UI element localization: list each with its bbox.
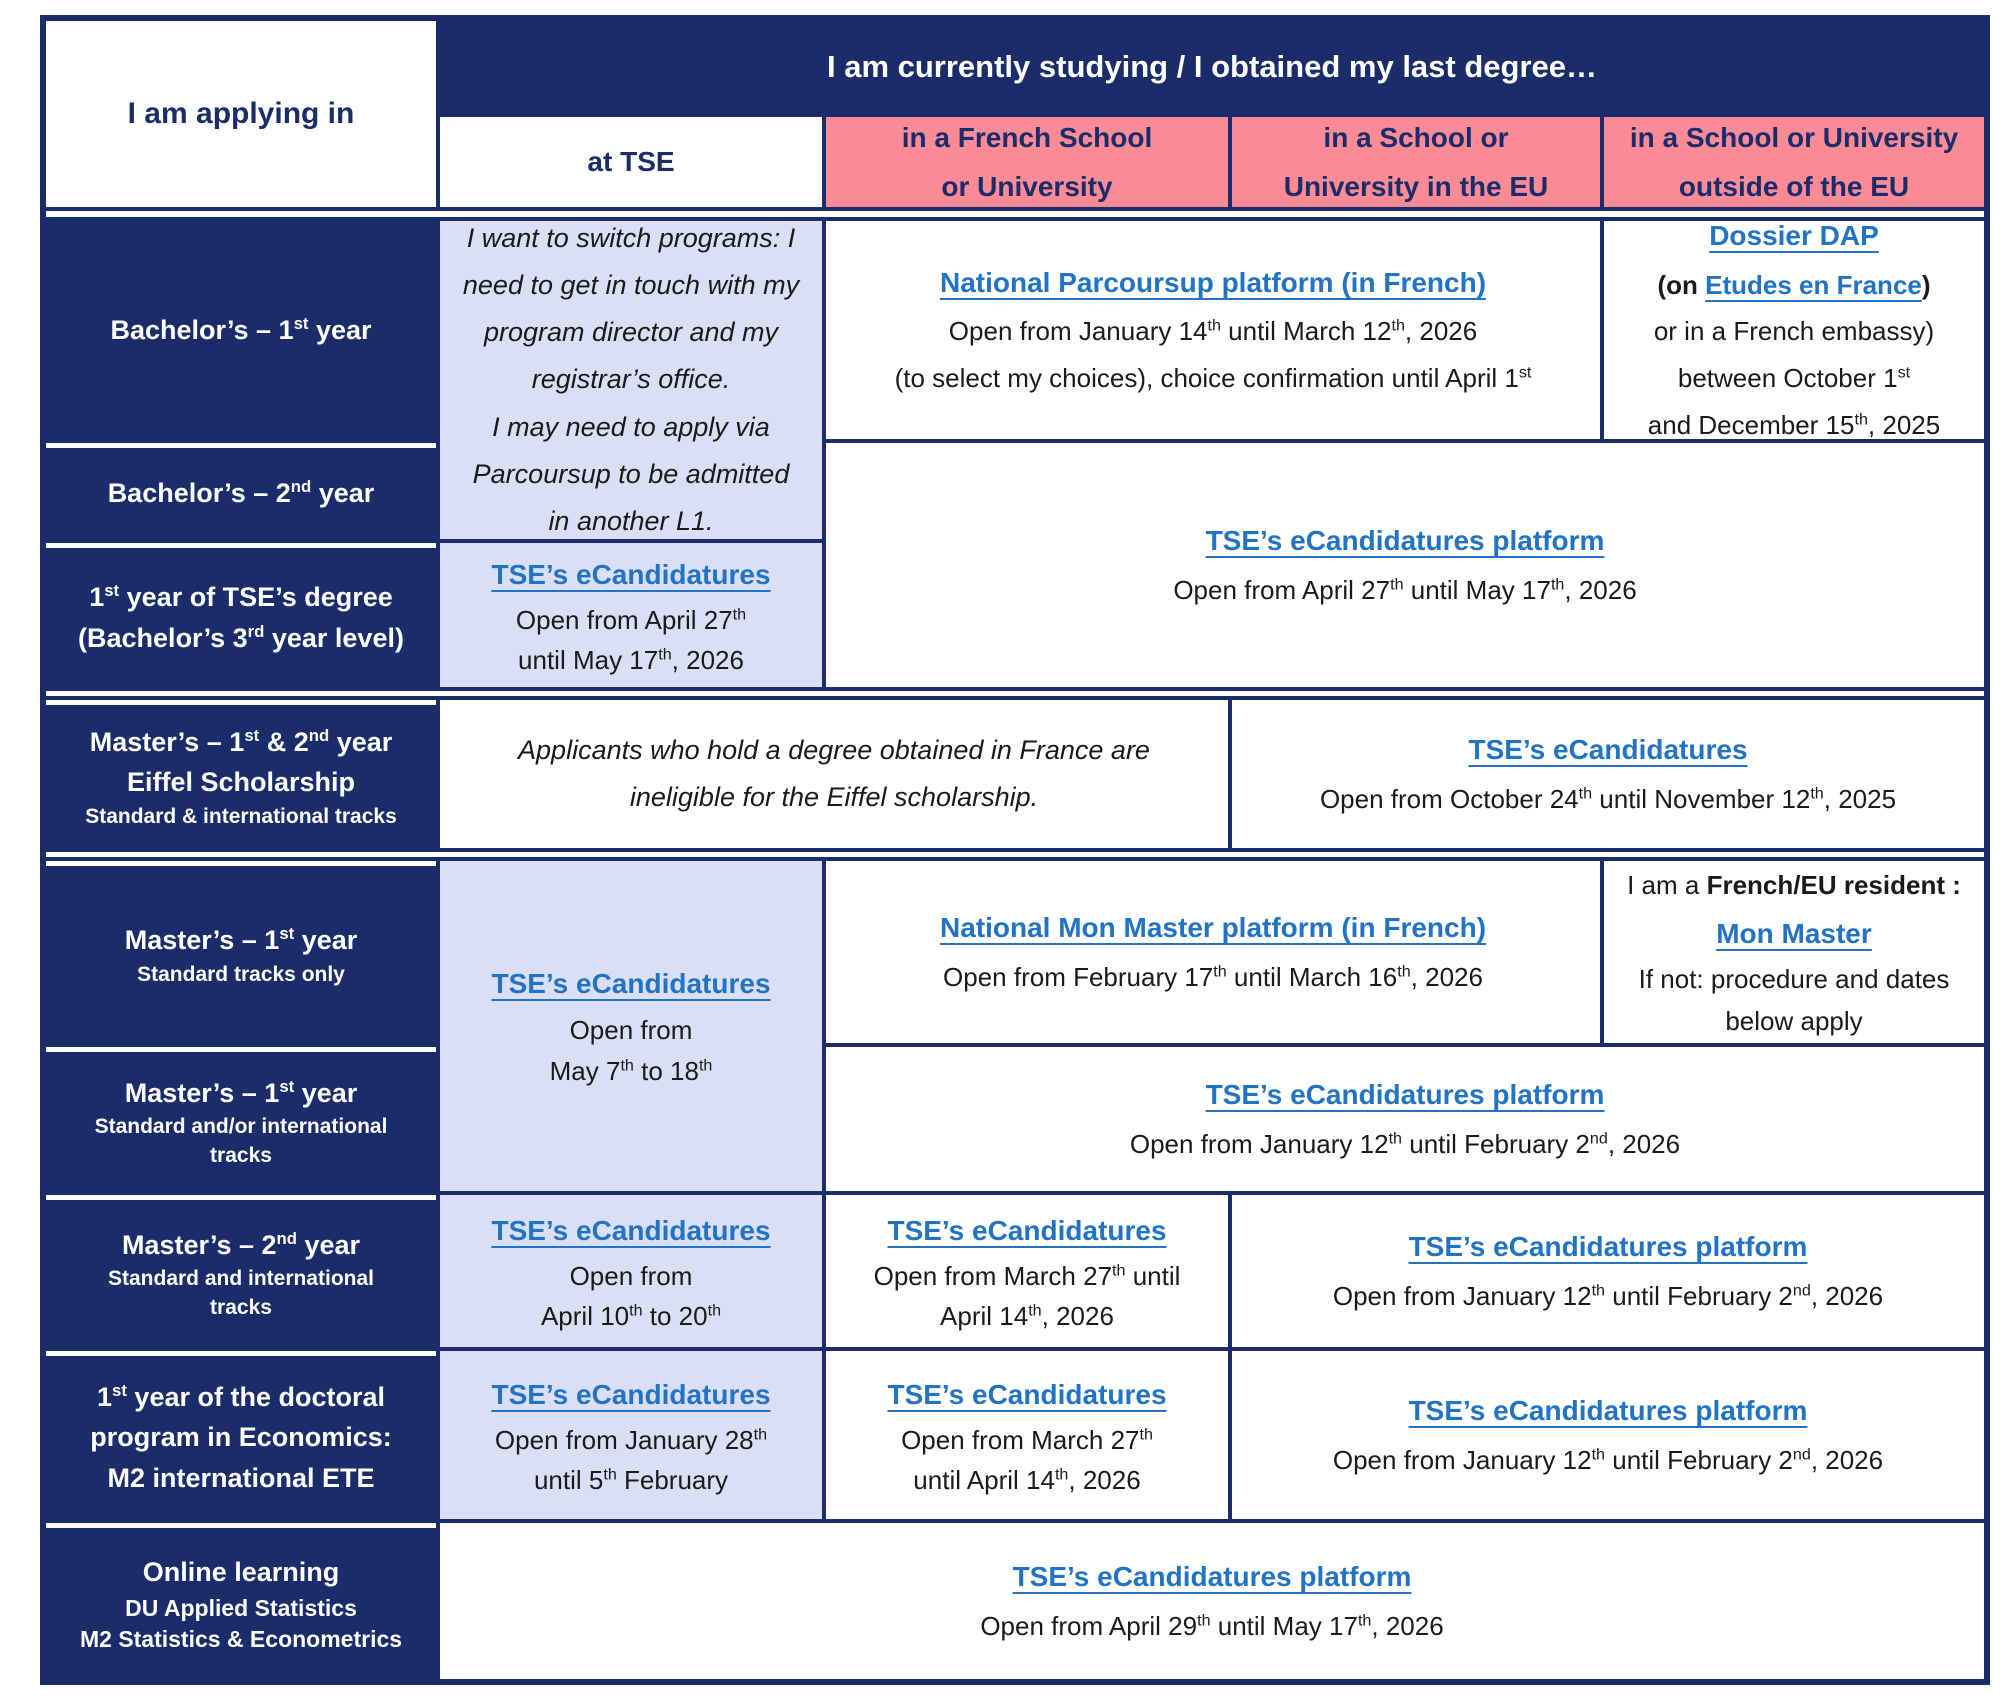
paren-prefix: (on bbox=[1657, 269, 1706, 300]
monmaster-link[interactable]: National Mon Master platform (in French) bbox=[939, 912, 1487, 944]
column-header-french-school bbox=[826, 117, 1228, 207]
cell-ecand-m1intl bbox=[826, 1047, 1984, 1191]
studying-title: I am currently studying / I obtained my last degree… bbox=[826, 48, 1598, 84]
doctoral-line1: 1st year of the doctoral bbox=[97, 1380, 385, 1412]
row-label-master2 bbox=[46, 1195, 436, 1347]
dossier-embassy-line: or in a French embassy) bbox=[1653, 316, 1935, 347]
ecand-fr-phd-dates2: until April 14th, 2026 bbox=[913, 1465, 1141, 1496]
switch-note-line: in another L1. bbox=[548, 506, 714, 537]
ecand-attse-m1-dates1: Open from bbox=[569, 1014, 693, 1045]
cell-ecand-online bbox=[440, 1523, 1984, 1679]
ecand-online-dates: Open from April 29th until May 17th, 2026 bbox=[980, 1610, 1444, 1641]
bachelor2-label: Bachelor’s – 2nd year bbox=[107, 477, 375, 509]
ecand-eu-phd-dates: Open from January 12th until February 2nd, 2026 bbox=[1332, 1444, 1884, 1475]
parcoursup-link[interactable]: National Parcoursup platform (in French) bbox=[939, 267, 1487, 298]
row-label-tse-degree bbox=[46, 543, 436, 687]
master2-sub2: tracks bbox=[210, 1295, 272, 1319]
switch-note-line: need to get in touch with my bbox=[462, 269, 800, 300]
ecand-attse-m1-link[interactable]: TSE’s eCandidatures bbox=[491, 968, 771, 1000]
separator-row bbox=[46, 852, 1984, 857]
ecand-m1intl-link[interactable]: TSE’s eCandidatures platform bbox=[1205, 1079, 1605, 1111]
eiffel-label-line1: Master’s – 1st & 2nd year bbox=[89, 725, 393, 757]
switch-note-line: program director and my bbox=[483, 317, 779, 348]
ecand-bachelor-link[interactable]: TSE’s eCandidatures platform bbox=[1205, 525, 1605, 557]
row-label-bachelor1 bbox=[46, 221, 436, 439]
master2-sub1: Standard and international bbox=[107, 1267, 375, 1291]
cell-monmaster bbox=[826, 861, 1600, 1043]
at-tse-label: at TSE bbox=[587, 146, 675, 178]
eiffel-label-line2: Eiffel Scholarship bbox=[126, 767, 356, 798]
parcoursup-dates: Open from January 14th until March 12th, 2026 bbox=[948, 316, 1478, 347]
monmaster-dates: Open from February 17th until March 16th, 2026 bbox=[943, 961, 1483, 992]
eu-school-line2: University in the EU bbox=[1283, 171, 1549, 202]
switch-note-line: I want to switch programs: I bbox=[466, 222, 796, 253]
ecand-fr-m2-dates2: April 14th, 2026 bbox=[940, 1301, 1114, 1332]
french-school-line1: in a French School bbox=[901, 122, 1153, 153]
ecand-eu-m2-link[interactable]: TSE’s eCandidatures platform bbox=[1408, 1231, 1808, 1263]
applying-in-label: I am applying in bbox=[127, 96, 355, 130]
resident-note1: If not: procedure and dates bbox=[1638, 964, 1950, 994]
cell-ecand-attse-phd bbox=[440, 1351, 822, 1519]
cell-ecand-fr-m2 bbox=[826, 1195, 1228, 1347]
parcoursup-confirmation: (to select my choices), choice confirmation until April 1st bbox=[894, 363, 1532, 394]
column-header-outside-eu bbox=[1604, 117, 1984, 207]
master1-std-sub: Standard tracks only bbox=[137, 962, 345, 986]
row-label-online bbox=[46, 1523, 436, 1679]
resident-prefix: I am a bbox=[1627, 869, 1707, 900]
column-header-at-tse bbox=[440, 117, 822, 207]
row-label-eiffel bbox=[46, 700, 436, 848]
french-school-line2: or University bbox=[941, 171, 1113, 202]
resident-bold: French/EU resident bbox=[1706, 869, 1945, 900]
row-label-bachelor2 bbox=[46, 443, 436, 539]
master2-title: Master’s – 2nd year bbox=[121, 1228, 361, 1260]
master1-intl-sub2: tracks bbox=[210, 1143, 272, 1167]
eu-school-line1: in a School or bbox=[1323, 122, 1509, 153]
ecand-attse-degree-link[interactable]: TSE’s eCandidatures bbox=[491, 558, 771, 590]
cell-ecand-attse-m2 bbox=[440, 1195, 822, 1347]
dossier-date-line2: and December 15th, 2025 bbox=[1647, 410, 1941, 440]
ecand-fr-phd-dates1: Open from March 27th bbox=[901, 1424, 1153, 1455]
ecand-fr-phd-link[interactable]: TSE’s eCandidatures bbox=[887, 1378, 1167, 1410]
row-label-doctoral bbox=[46, 1351, 436, 1519]
outside-eu-line1: in a School or University bbox=[1629, 122, 1959, 153]
cell-parcoursup bbox=[826, 221, 1600, 439]
cell-switch-programs-note bbox=[440, 221, 822, 539]
ecand-m1intl-dates: Open from January 12th until February 2nd, 2026 bbox=[1129, 1128, 1681, 1159]
cell-ecand-bachelor bbox=[826, 443, 1984, 687]
ecand-attse-m1-dates2: May 7th to 18th bbox=[549, 1056, 713, 1087]
master1-intl-title: Master’s – 1st year bbox=[124, 1076, 358, 1108]
ecand-attse-m2-dates1: Open from bbox=[569, 1260, 693, 1291]
switch-note-line: Parcoursup to be admitted bbox=[472, 458, 790, 489]
separator-row bbox=[46, 211, 1984, 217]
header-applying-in bbox=[46, 21, 436, 207]
eiffel-label-sub: Standard & international tracks bbox=[85, 804, 397, 828]
master1-intl-sub1: Standard and/or international bbox=[94, 1115, 388, 1139]
eiffel-ecand-dates: Open from October 24th until November 12th, 2025 bbox=[1319, 783, 1897, 814]
eiffel-ecand-link[interactable]: TSE’s eCandidatures bbox=[1468, 734, 1748, 766]
tse-degree-line2: (Bachelor’s 3rd year level) bbox=[78, 621, 404, 653]
dossier-date-line1: between October 1st bbox=[1677, 363, 1911, 394]
doctoral-line2: program in Economics: bbox=[90, 1422, 392, 1453]
cell-eiffel-ecand bbox=[1232, 700, 1984, 848]
master1-std-title: Master’s – 1st year bbox=[124, 924, 358, 956]
ecand-fr-m2-dates1: Open from March 27th until bbox=[873, 1260, 1181, 1291]
monmaster-resident-link[interactable]: Mon Master bbox=[1716, 917, 1872, 949]
resident-line bbox=[1627, 862, 1961, 909]
cell-ecand-attse-m1 bbox=[440, 861, 822, 1191]
ecand-attse-m2-dates2: April 10th to 20th bbox=[540, 1301, 722, 1332]
etudes-en-france-link[interactable]: Etudes en France bbox=[1705, 269, 1922, 300]
doctoral-line3: M2 international ETE bbox=[107, 1462, 375, 1493]
column-header-eu-school bbox=[1232, 117, 1600, 207]
row-label-master1-std bbox=[46, 861, 436, 1043]
ecand-attse-degree-dates1: Open from April 27th bbox=[515, 604, 747, 635]
cell-ecand-eu-m2 bbox=[1232, 1195, 1984, 1347]
cell-dossier-dap bbox=[1604, 221, 1984, 439]
cell-ecand-fr-phd bbox=[826, 1351, 1228, 1519]
cell-ecand-attse-degree bbox=[440, 543, 822, 687]
ecand-attse-m2-link[interactable]: TSE’s eCandidatures bbox=[491, 1214, 771, 1246]
header-studying-band bbox=[440, 21, 1984, 113]
ecand-attse-phd-dates2: until 5th February bbox=[533, 1465, 729, 1496]
switch-note-line: I may need to apply via bbox=[492, 411, 770, 442]
resident-note2: below apply bbox=[1725, 1005, 1863, 1036]
cell-french-eu-resident bbox=[1604, 861, 1984, 1043]
ecand-bachelor-dates: Open from April 27th until May 17th, 2026 bbox=[1173, 574, 1637, 605]
switch-note-line: registrar’s office. bbox=[531, 364, 731, 395]
tse-degree-line1: 1st year of TSE’s degree bbox=[89, 581, 393, 612]
ecand-online-link[interactable]: TSE’s eCandidatures platform bbox=[1012, 1561, 1412, 1593]
ecand-eu-phd-link[interactable]: TSE’s eCandidatures platform bbox=[1408, 1395, 1808, 1427]
eiffel-note-line1: Applicants who hold a degree obtained in France are bbox=[518, 734, 1150, 765]
ecand-eu-m2-dates: Open from January 12th until February 2nd, 2026 bbox=[1332, 1280, 1884, 1311]
application-table bbox=[40, 15, 1990, 1685]
ecand-attse-phd-link[interactable]: TSE’s eCandidatures bbox=[491, 1378, 771, 1410]
paren-suffix: ) bbox=[1921, 269, 1931, 300]
row-label-master1-intl bbox=[46, 1047, 436, 1191]
online-sub2: M2 Statistics & Econometrics bbox=[79, 1625, 403, 1652]
outside-eu-line2: outside of the EU bbox=[1678, 171, 1910, 202]
bachelor1-label: Bachelor’s – 1st year bbox=[110, 313, 372, 345]
ecand-attse-degree-dates2: until May 17th, 2026 bbox=[518, 645, 744, 676]
online-sub1: DU Applied Statistics bbox=[125, 1594, 357, 1621]
ecand-fr-m2-link[interactable]: TSE’s eCandidatures bbox=[887, 1214, 1167, 1246]
resident-suffix: : bbox=[1945, 869, 1961, 900]
eiffel-note-line2: ineligible for the Eiffel scholarship. bbox=[629, 782, 1039, 812]
cell-eiffel-note bbox=[440, 700, 1228, 848]
cell-ecand-eu-phd bbox=[1232, 1351, 1984, 1519]
separator-row bbox=[46, 691, 1984, 696]
dossier-dap-paren-line bbox=[1657, 262, 1930, 309]
ecand-attse-phd-dates1: Open from January 28th bbox=[494, 1424, 768, 1455]
dossier-dap-link[interactable]: Dossier DAP bbox=[1709, 220, 1879, 252]
online-title: Online learning bbox=[142, 1557, 340, 1588]
